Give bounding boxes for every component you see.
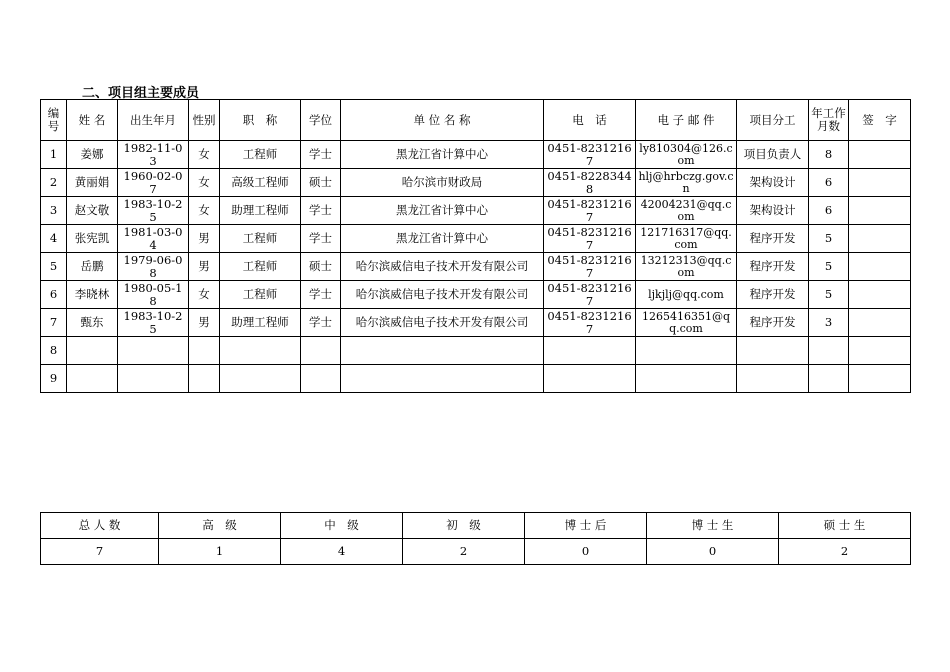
cell-phone: 0451-82312167 bbox=[544, 281, 636, 309]
header-title: 职 称 bbox=[220, 100, 301, 141]
summary-header-intermediate: 中 级 bbox=[281, 513, 403, 539]
cell-phone: 0451-82283448 bbox=[544, 169, 636, 197]
cell-signature[interactable] bbox=[849, 169, 911, 197]
cell-organization bbox=[341, 365, 544, 393]
table-row bbox=[41, 253, 911, 281]
cell-role bbox=[737, 337, 809, 365]
cell-degree: 硕士 bbox=[301, 253, 341, 281]
cell-birth: 1981-03-04 bbox=[118, 225, 189, 253]
cell-phone: 0451-82312167 bbox=[544, 253, 636, 281]
cell-title: 助理工程师 bbox=[220, 309, 301, 337]
cell-email bbox=[636, 337, 737, 365]
cell-name: 黄丽娟 bbox=[67, 169, 118, 197]
cell-birth: 1983-10-25 bbox=[118, 309, 189, 337]
cell-work-months: 8 bbox=[809, 141, 849, 169]
cell-degree: 学士 bbox=[301, 309, 341, 337]
cell-organization: 黑龙江省计算中心 bbox=[341, 141, 544, 169]
summary-header-master: 硕 士 生 bbox=[779, 513, 911, 539]
cell-phone bbox=[544, 337, 636, 365]
cell-email: 1265416351@qq.com bbox=[636, 309, 737, 337]
cell-degree: 硕士 bbox=[301, 169, 341, 197]
header-role: 项目分工 bbox=[737, 100, 809, 141]
cell-title: 助理工程师 bbox=[220, 197, 301, 225]
summary-value-master: 2 bbox=[779, 539, 911, 565]
header-number: 编号 bbox=[41, 100, 67, 141]
summary-header-row bbox=[41, 513, 911, 539]
summary-value-intermediate: 4 bbox=[281, 539, 403, 565]
header-gender: 性别 bbox=[189, 100, 220, 141]
cell-signature[interactable] bbox=[849, 309, 911, 337]
header-birth: 出生年月 bbox=[118, 100, 189, 141]
cell-phone: 0451-82312167 bbox=[544, 225, 636, 253]
members-header-row bbox=[41, 100, 911, 141]
cell-work-months: 5 bbox=[809, 281, 849, 309]
cell-name: 甄东 bbox=[67, 309, 118, 337]
cell-number: 2 bbox=[41, 169, 67, 197]
table-row bbox=[41, 281, 911, 309]
cell-gender: 男 bbox=[189, 225, 220, 253]
cell-birth: 1980-05-18 bbox=[118, 281, 189, 309]
summary-value-row bbox=[41, 539, 911, 565]
cell-number: 6 bbox=[41, 281, 67, 309]
table-row bbox=[41, 169, 911, 197]
summary-header-senior: 高 级 bbox=[159, 513, 281, 539]
cell-role: 架构设计 bbox=[737, 169, 809, 197]
cell-work-months: 6 bbox=[809, 197, 849, 225]
cell-email: hlj@hrbczg.gov.cn bbox=[636, 169, 737, 197]
cell-role: 架构设计 bbox=[737, 197, 809, 225]
table-row bbox=[41, 197, 911, 225]
cell-organization: 哈尔滨市财政局 bbox=[341, 169, 544, 197]
cell-gender bbox=[189, 365, 220, 393]
cell-role: 程序开发 bbox=[737, 309, 809, 337]
cell-organization: 哈尔滨威信电子技术开发有限公司 bbox=[341, 253, 544, 281]
cell-number: 5 bbox=[41, 253, 67, 281]
cell-gender: 男 bbox=[189, 253, 220, 281]
cell-signature[interactable] bbox=[849, 197, 911, 225]
cell-number: 3 bbox=[41, 197, 67, 225]
cell-title: 工程师 bbox=[220, 141, 301, 169]
cell-email: 42004231@qq.com bbox=[636, 197, 737, 225]
summary-header-postdoc: 博 士 后 bbox=[525, 513, 647, 539]
cell-number: 9 bbox=[41, 365, 67, 393]
cell-gender: 女 bbox=[189, 197, 220, 225]
cell-degree: 学士 bbox=[301, 197, 341, 225]
table-row bbox=[41, 225, 911, 253]
header-email: 电 子 邮 件 bbox=[636, 100, 737, 141]
header-name: 姓 名 bbox=[67, 100, 118, 141]
summary-header-junior: 初 级 bbox=[403, 513, 525, 539]
section-title: 二、项目组主要成员 bbox=[82, 86, 200, 101]
cell-phone bbox=[544, 365, 636, 393]
cell-signature[interactable] bbox=[849, 253, 911, 281]
cell-birth bbox=[118, 337, 189, 365]
summary-value-postdoc: 0 bbox=[525, 539, 647, 565]
summary-value-senior: 1 bbox=[159, 539, 281, 565]
cell-role: 程序开发 bbox=[737, 253, 809, 281]
header-organization: 单 位 名 称 bbox=[341, 100, 544, 141]
table-row bbox=[41, 337, 911, 365]
cell-email: 13212313@qq.com bbox=[636, 253, 737, 281]
cell-degree bbox=[301, 365, 341, 393]
cell-name: 赵文敬 bbox=[67, 197, 118, 225]
cell-signature[interactable] bbox=[849, 141, 911, 169]
header-degree: 学位 bbox=[301, 100, 341, 141]
cell-title: 高级工程师 bbox=[220, 169, 301, 197]
cell-role bbox=[737, 365, 809, 393]
table-row bbox=[41, 141, 911, 169]
cell-email: ly810304@126.com bbox=[636, 141, 737, 169]
cell-work-months bbox=[809, 337, 849, 365]
cell-degree bbox=[301, 337, 341, 365]
cell-signature[interactable] bbox=[849, 281, 911, 309]
header-work-months: 年工作月数 bbox=[809, 100, 849, 141]
cell-work-months bbox=[809, 365, 849, 393]
cell-email bbox=[636, 365, 737, 393]
cell-role: 程序开发 bbox=[737, 281, 809, 309]
cell-birth: 1960-02-07 bbox=[118, 169, 189, 197]
cell-degree: 学士 bbox=[301, 225, 341, 253]
summary-value-total: 7 bbox=[41, 539, 159, 565]
cell-signature[interactable] bbox=[849, 365, 911, 393]
cell-signature[interactable] bbox=[849, 337, 911, 365]
table-row bbox=[41, 365, 911, 393]
cell-name bbox=[67, 337, 118, 365]
cell-name: 李晓林 bbox=[67, 281, 118, 309]
cell-gender: 女 bbox=[189, 281, 220, 309]
cell-number: 1 bbox=[41, 141, 67, 169]
cell-gender: 女 bbox=[189, 169, 220, 197]
cell-work-months: 5 bbox=[809, 253, 849, 281]
cell-title: 工程师 bbox=[220, 281, 301, 309]
cell-name: 姜娜 bbox=[67, 141, 118, 169]
cell-organization: 黑龙江省计算中心 bbox=[341, 225, 544, 253]
cell-work-months: 6 bbox=[809, 169, 849, 197]
cell-gender: 男 bbox=[189, 309, 220, 337]
cell-title bbox=[220, 365, 301, 393]
cell-organization bbox=[341, 337, 544, 365]
cell-title: 工程师 bbox=[220, 253, 301, 281]
cell-name bbox=[67, 365, 118, 393]
cell-degree: 学士 bbox=[301, 281, 341, 309]
cell-number: 8 bbox=[41, 337, 67, 365]
cell-organization: 黑龙江省计算中心 bbox=[341, 197, 544, 225]
cell-degree: 学士 bbox=[301, 141, 341, 169]
summary-header-total: 总 人 数 bbox=[41, 513, 159, 539]
cell-role: 项目负责人 bbox=[737, 141, 809, 169]
cell-email: 121716317@qq.com bbox=[636, 225, 737, 253]
cell-name: 岳鹏 bbox=[67, 253, 118, 281]
cell-organization: 哈尔滨威信电子技术开发有限公司 bbox=[341, 281, 544, 309]
cell-work-months: 5 bbox=[809, 225, 849, 253]
cell-birth: 1982-11-03 bbox=[118, 141, 189, 169]
cell-number: 7 bbox=[41, 309, 67, 337]
cell-phone: 0451-82312167 bbox=[544, 309, 636, 337]
summary-header-phd: 博 士 生 bbox=[647, 513, 779, 539]
cell-number: 4 bbox=[41, 225, 67, 253]
summary-value-junior: 2 bbox=[403, 539, 525, 565]
cell-signature[interactable] bbox=[849, 225, 911, 253]
cell-role: 程序开发 bbox=[737, 225, 809, 253]
cell-title bbox=[220, 337, 301, 365]
cell-gender bbox=[189, 337, 220, 365]
header-phone: 电 话 bbox=[544, 100, 636, 141]
cell-phone: 0451-82312167 bbox=[544, 141, 636, 169]
cell-email: ljkjlj@qq.com bbox=[636, 281, 737, 309]
cell-phone: 0451-82312167 bbox=[544, 197, 636, 225]
cell-organization: 哈尔滨威信电子技术开发有限公司 bbox=[341, 309, 544, 337]
cell-gender: 女 bbox=[189, 141, 220, 169]
cell-title: 工程师 bbox=[220, 225, 301, 253]
members-table bbox=[40, 99, 911, 393]
cell-birth: 1983-10-25 bbox=[118, 197, 189, 225]
cell-birth bbox=[118, 365, 189, 393]
table-row bbox=[41, 309, 911, 337]
cell-birth: 1979-06-08 bbox=[118, 253, 189, 281]
summary-value-phd: 0 bbox=[647, 539, 779, 565]
cell-name: 张宪凯 bbox=[67, 225, 118, 253]
cell-work-months: 3 bbox=[809, 309, 849, 337]
summary-table bbox=[40, 512, 911, 565]
header-signature: 签 字 bbox=[849, 100, 911, 141]
